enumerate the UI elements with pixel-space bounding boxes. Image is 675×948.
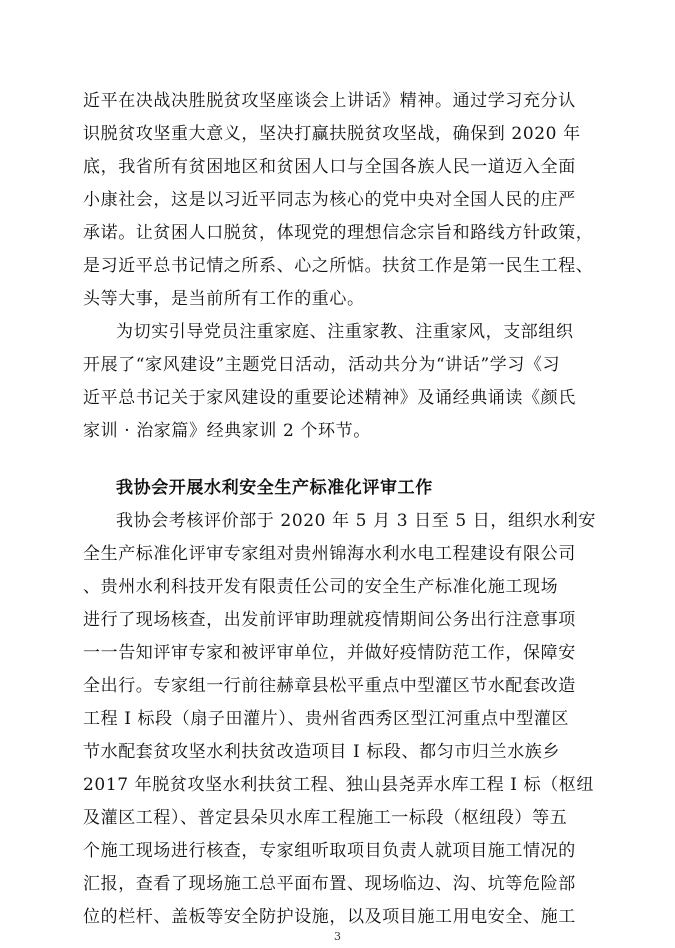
text-line: 全出行。专家组一行前往赫章县松平重点中型灌区节水配套改造 bbox=[83, 676, 576, 696]
text-line: 承诺。让贫困人口脱贫，体现党的理想信念宗旨和路线方针政策， bbox=[83, 223, 594, 243]
text-line: 2017 年脱贫攻坚水利扶贫工程、独山县尧弄水库工程 I 标（枢纽 bbox=[83, 775, 594, 795]
text-line: 全生产标准化评审专家组对贵州锦海水利水电工程建设有限公司 bbox=[83, 544, 576, 564]
text-line: 、贵州水利科技开发有限责任公司的安全生产标准化施工现场 bbox=[83, 577, 559, 597]
text-line: 工程 I 标段（扇子田灌片）、贵州省西秀区型江河重点中型灌区 bbox=[83, 709, 570, 729]
text-line: 进行了现场核查，出发前评审助理就疫情期间公务出行注意事项 bbox=[83, 610, 576, 630]
text-line: 识脱贫攻坚重大意义，坚决打赢扶脱贫攻坚战，确保到 2020 年 bbox=[83, 124, 581, 144]
page-number: 3 bbox=[334, 930, 341, 943]
text-line: 我协会考核评价部于 2020 年 5 月 3 日至 5 日，组织水利安 bbox=[116, 511, 596, 531]
text-line: 个施工现场进行核查，专家组听取项目负责人就项目施工情况的 bbox=[83, 841, 576, 861]
text-line: 及灌区工程）、普定县朵贝水库工程施工一标段（枢纽段）等五 bbox=[83, 808, 568, 828]
text-line: 节水配套贫攻坚水利扶贫改造项目 I 标段、都匀市归兰水族乡 bbox=[83, 742, 560, 762]
text-line: 近平在决战决胜脱贫攻坚座谈会上讲话》精神。通过学习充分认 bbox=[83, 91, 576, 111]
text-line: 位的栏杆、盖板等安全防护设施，以及项目施工用电安全、施工 bbox=[83, 907, 576, 927]
text-line: 家训 · 治家篇》经典家训 2 个环节。 bbox=[83, 421, 371, 441]
text-line: 近平总书记关于家风建设的重要论述精神》及诵经典诵读《颜氏 bbox=[83, 388, 576, 408]
section-heading: 我协会开展水利安全生产标准化评审工作 bbox=[116, 478, 433, 498]
text-line: 开展了“家风建设”主题党日活动，活动共分为“讲话”学习《习 bbox=[83, 355, 561, 375]
text-line: 底，我省所有贫困地区和贫困人口与全国各族人民一道迈入全面 bbox=[83, 157, 576, 177]
text-line: 汇报，查看了现场施工总平面布置、现场临边、沟、坑等危险部 bbox=[83, 874, 576, 894]
text-line: 小康社会，这是以习近平同志为核心的党中央对全国人民的庄严 bbox=[83, 190, 576, 210]
text-line: 头等大事，是当前所有工作的重心。 bbox=[83, 289, 365, 309]
text-line: 为切实引导党员注重家庭、注重家教、注重家风，支部组织 bbox=[116, 322, 574, 342]
text-line: 一一告知评审专家和被评审单位，并做好疫情防范工作，保障安 bbox=[83, 643, 576, 663]
text-line: 是习近平总书记情之所系、心之所惦。扶贫工作是第一民生工程、 bbox=[83, 256, 594, 276]
